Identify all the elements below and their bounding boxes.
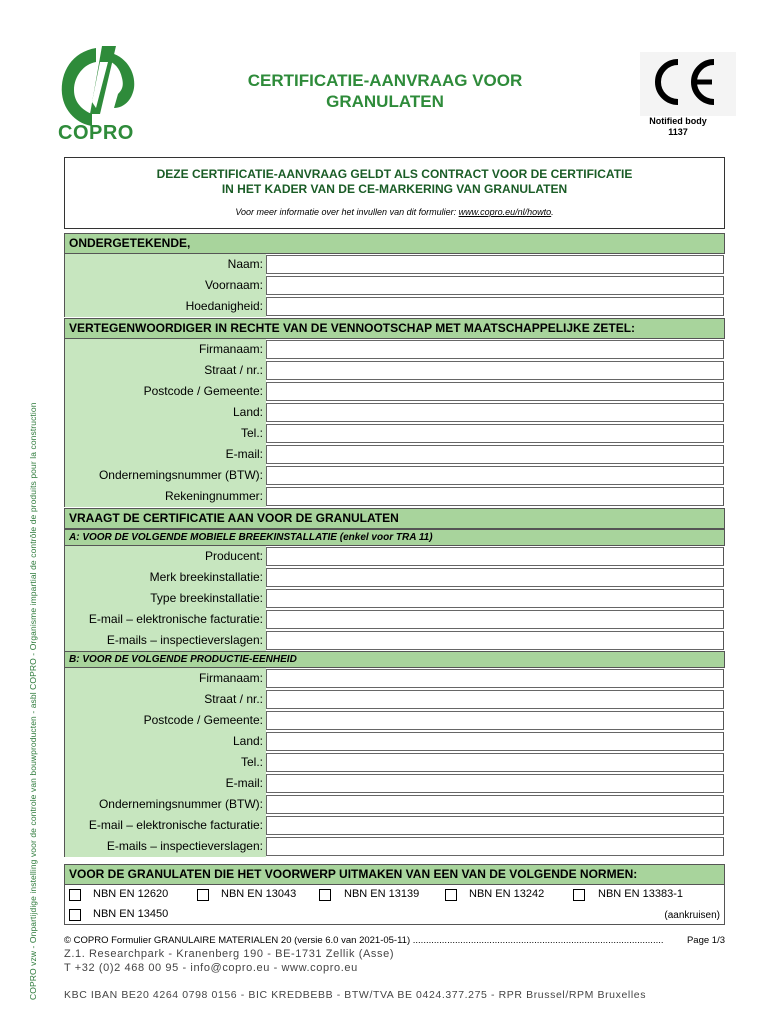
notified-number: 1137 (668, 127, 688, 137)
producent-input[interactable] (266, 547, 724, 566)
form-row (64, 731, 725, 752)
form-row (64, 668, 725, 689)
tel-input[interactable] (266, 424, 724, 443)
representative-header: VERTEGENWOORDIGER IN RECHTE VAN DE VENNOOTSCHAP MET MAATSCHAPPELIJKE ZETEL: (64, 318, 725, 339)
checkbox-nbn-en-13043[interactable] (197, 889, 209, 901)
field-label: Firmanaam: (64, 668, 266, 689)
howto-link[interactable]: www.copro.eu/nl/howto (458, 207, 552, 217)
field-label: Producent: (64, 546, 266, 567)
contract-line-2: IN HET KADER VAN DE CE-MARKERING VAN GRANULATEN (221, 182, 568, 196)
firmanaam-b-input[interactable] (266, 669, 724, 688)
form-row-naam (64, 254, 725, 275)
copyright-text: © COPRO Formulier GRANULAIRE MATERIALEN 20 (versie 6.0 van 2021-05-11) ............................................................................................... (64, 935, 664, 946)
form-row (64, 630, 725, 651)
norm-label: NBN EN 13043 (221, 888, 297, 900)
postcode-input[interactable] (266, 382, 724, 401)
contract-info-text: Voor meer informatie over het invullen van dit formulier: (235, 207, 459, 217)
land-input[interactable] (266, 403, 724, 422)
bank-line: KBC IBAN BE20 4264 0798 0156 - BIC KREDBEBB - BTW/TVA BE 0424.377.275 - RPR Brussel/RPM Bruxelles (64, 989, 647, 1001)
address-line: Z.1. Researchpark - Kranenberg 190 - BE-1731 Zellik (Asse) (64, 948, 395, 960)
field-label: Land: (64, 402, 266, 423)
naam-input[interactable] (266, 255, 724, 274)
checkbox-nbn-en-12620[interactable] (69, 889, 81, 901)
inspectie-b-input[interactable] (266, 837, 724, 856)
norm-label: NBN EN 13450 (93, 908, 169, 920)
field-label: E-mails – inspectieverslagen: (64, 836, 266, 857)
field-label: Straat / nr.: (64, 360, 266, 381)
side-organisation-text: COPRO vzw - Onpartijdige instelling voor de controle van bouwproducten - asbl COPRO - Organisme impartial de contrôle de produits pour la construction (28, 402, 38, 1000)
checkbox-nbn-en-13450[interactable] (69, 909, 81, 921)
voornaam-input[interactable] (266, 276, 724, 295)
btw-input[interactable] (266, 466, 724, 485)
field-label: Voornaam: (64, 275, 266, 296)
contact-line: T +32 (0)2 468 00 95 - info@copro.eu - www.copro.eu (64, 962, 358, 974)
straat-b-input[interactable] (266, 690, 724, 709)
form-row (64, 815, 725, 836)
hoedanigheid-input[interactable] (266, 297, 724, 316)
form-row (64, 402, 725, 423)
title-line-2: GRANULATEN (326, 92, 444, 111)
form-row (64, 836, 725, 857)
title-line-1: CERTIFICATIE-AANVRAAG VOOR (247, 71, 523, 90)
request-section (64, 508, 725, 857)
check-instruction: (aankruisen) (664, 910, 720, 921)
norms-row-2 (64, 905, 725, 925)
contract-info (64, 207, 725, 217)
norms-header: VOOR DE GRANULATEN DIE HET VOORWERP UITMAKEN VAN EEN VAN DE VOLGENDE NORMEN: (64, 864, 725, 885)
contract-title (64, 167, 725, 197)
norm-label: NBN EN 13383-1 (598, 888, 683, 900)
form-row (64, 794, 725, 815)
form-row (64, 486, 725, 507)
checkbox-nbn-en-13383-1[interactable] (573, 889, 585, 901)
field-label: Tel.: (64, 752, 266, 773)
type-input[interactable] (266, 589, 724, 608)
ce-mark-icon (644, 54, 724, 110)
land-b-input[interactable] (266, 732, 724, 751)
undersigned-header: ONDERGETEKENDE, (64, 233, 725, 254)
norms-row-1 (64, 885, 725, 905)
norm-label: NBN EN 13242 (469, 888, 545, 900)
subsection-b-header: B: VOOR DE VOLGENDE PRODUCTIE-EENHEID (64, 651, 725, 668)
form-row (64, 588, 725, 609)
field-label: Hoedanigheid: (64, 296, 266, 317)
form-row (64, 444, 725, 465)
form-row (64, 339, 725, 360)
field-label: E-mail – elektronische facturatie: (64, 815, 266, 836)
field-label: Firmanaam: (64, 339, 266, 360)
undersigned-section (64, 233, 725, 317)
field-label: Merk breekinstallatie: (64, 567, 266, 588)
straat-input[interactable] (266, 361, 724, 380)
postcode-b-input[interactable] (266, 711, 724, 730)
notified-body (630, 116, 726, 138)
copro-logo-text: COPRO (58, 122, 134, 144)
field-label: Type breekinstallatie: (64, 588, 266, 609)
form-row (64, 546, 725, 567)
form-row (64, 360, 725, 381)
facturatie-b-input[interactable] (266, 816, 724, 835)
form-row (64, 710, 725, 731)
facturatie-a-input[interactable] (266, 610, 724, 629)
notified-label: Notified body (649, 116, 707, 126)
contract-info-suffix: . (551, 207, 554, 217)
field-label: Ondernemingsnummer (BTW): (64, 794, 266, 815)
form-row (64, 773, 725, 794)
norm-label: NBN EN 13139 (344, 888, 420, 900)
field-label: Rekeningnummer: (64, 486, 266, 507)
form-row (64, 423, 725, 444)
form-row (64, 689, 725, 710)
field-label: Tel.: (64, 423, 266, 444)
form-row (64, 609, 725, 630)
norm-label: NBN EN 12620 (93, 888, 169, 900)
copyright-line (64, 935, 725, 946)
checkbox-nbn-en-13139[interactable] (319, 889, 331, 901)
request-header: VRAAGT DE CERTIFICATIE AAN VOOR DE GRANULATEN (64, 508, 725, 529)
inspectie-a-input[interactable] (266, 631, 724, 650)
field-label: Naam: (64, 254, 266, 275)
tel-b-input[interactable] (266, 753, 724, 772)
subsection-a-header: A: VOOR DE VOLGENDE MOBIELE BREEKINSTALLATIE (enkel voor TRA 11) (64, 529, 725, 546)
form-row-voornaam (64, 275, 725, 296)
form-row (64, 465, 725, 486)
field-label: E-mail: (64, 444, 266, 465)
email-b-input[interactable] (266, 774, 724, 793)
email-input[interactable] (266, 445, 724, 464)
field-label: E-mail: (64, 773, 266, 794)
field-label: E-mails – inspectieverslagen: (64, 630, 266, 651)
btw-b-input[interactable] (266, 795, 724, 814)
form-row-hoedanigheid (64, 296, 725, 317)
firmanaam-input[interactable] (266, 340, 724, 359)
merk-input[interactable] (266, 568, 724, 587)
field-label: Postcode / Gemeente: (64, 710, 266, 731)
page-number: Page 1/3 (686, 935, 725, 946)
representative-section (64, 318, 725, 507)
norms-section (64, 864, 725, 925)
checkbox-nbn-en-13242[interactable] (445, 889, 457, 901)
field-label: Land: (64, 731, 266, 752)
field-label: Postcode / Gemeente: (64, 381, 266, 402)
form-row (64, 752, 725, 773)
form-row (64, 381, 725, 402)
contract-line-1: DEZE CERTIFICATIE-AANVRAAG GELDT ALS CONTRACT VOOR DE CERTIFICATIE (156, 167, 633, 181)
rekeningnummer-input[interactable] (266, 487, 724, 506)
page-title (190, 70, 580, 112)
field-label: Ondernemingsnummer (BTW): (64, 465, 266, 486)
form-row (64, 567, 725, 588)
field-label: Straat / nr.: (64, 689, 266, 710)
field-label: E-mail – elektronische facturatie: (64, 609, 266, 630)
